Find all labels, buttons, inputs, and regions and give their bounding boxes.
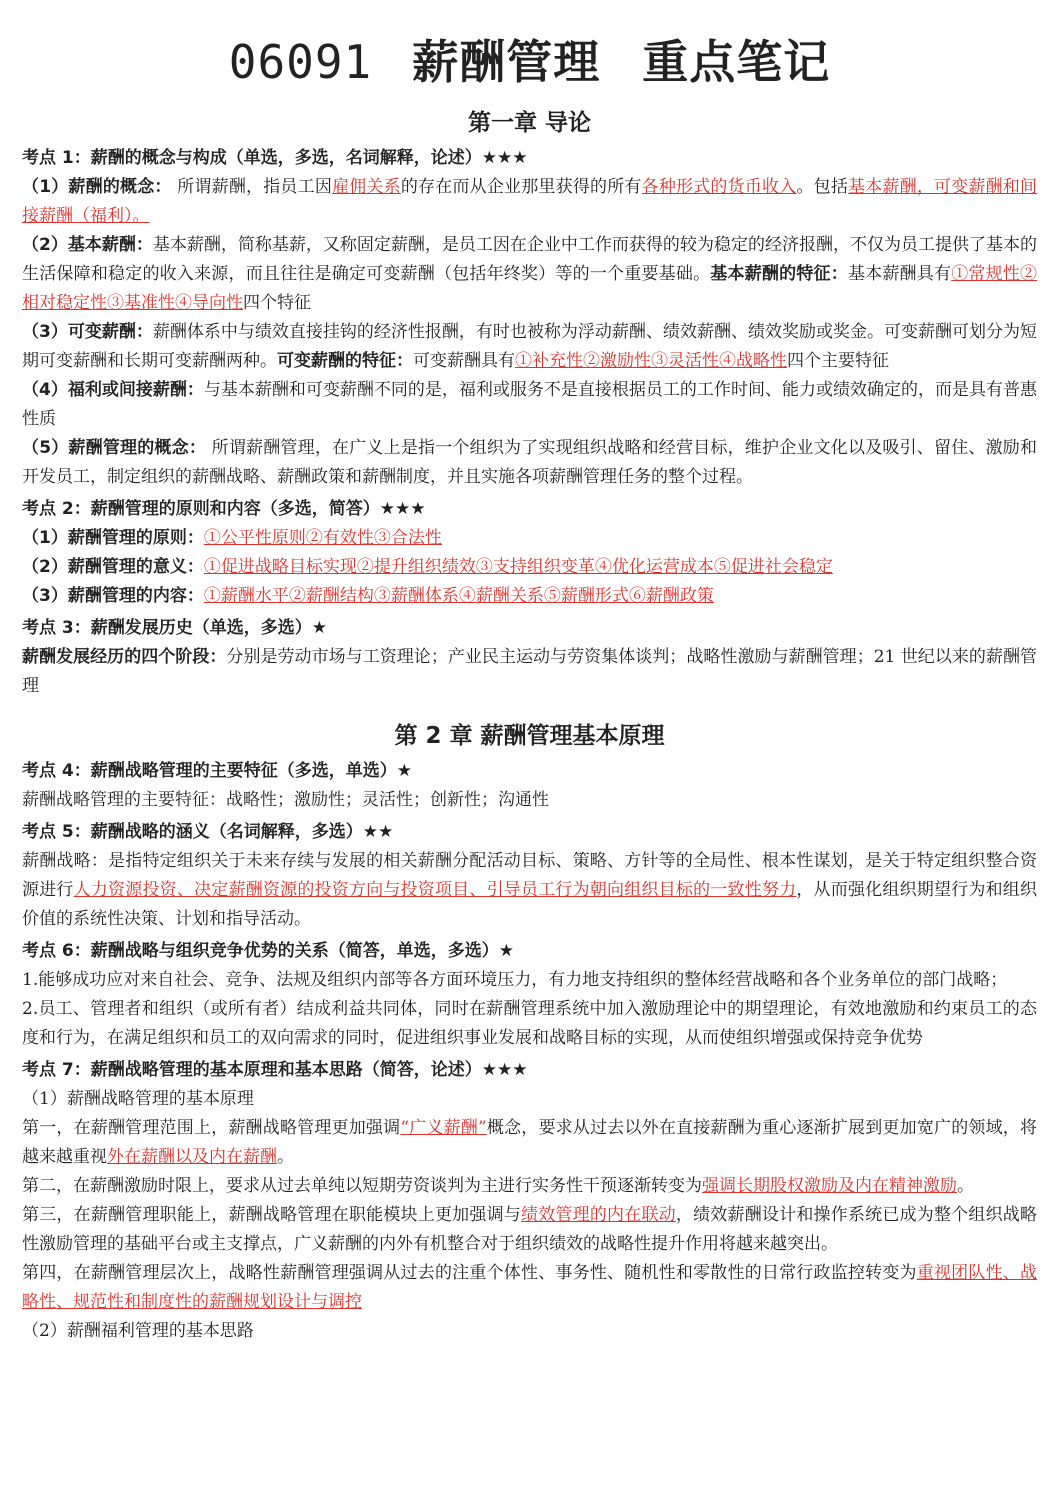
key-point-5: 考点 5：薪酬战略的涵义（名词解释，多选）★★ <box>22 822 394 842</box>
document-title <box>22 0 1037 92</box>
course-title: 薪酬管理 <box>412 35 601 89</box>
chapter-2-heading: 第 2 章 薪酬管理基本原理 <box>394 723 665 749</box>
title-suffix: 重点笔记 <box>642 35 831 89</box>
key-point-2: 考点 2：薪酬管理的原则和内容（多选，简答）★★★ <box>22 499 426 519</box>
paragraph: （4）福利或间接薪酬：与基本薪酬和可变薪酬不同的是，福利或服务不是直接根据员工的工作时间、能力或绩效确定的，而是具有普惠性质 <box>22 380 1037 429</box>
paragraph: （3）薪酬管理的内容：①薪酬水平②薪酬结构③薪酬体系④薪酬关系⑤薪酬形式⑥薪酬政策 <box>22 586 714 606</box>
paragraph: （1）薪酬的概念： 所谓薪酬，指员工因雇佣关系的存在而从企业那里获得的所有各种形式的货币收入。包括基本薪酬，可变薪酬和间接薪酬（福利）。 <box>22 177 1038 226</box>
key-point-3: 考点 3：薪酬发展历史（单选，多选）★ <box>22 618 327 638</box>
paragraph: 2.员工、管理者和组织（或所有者）结成利益共同体，同时在薪酬管理系统中加入激励理论中的期望理论，有效地激励和约束员工的态度和行为，在满足组织和员工的双向需求的同时，促进组织事业发展和战略目标的实现，从而使组织增强或保持竞争优势 <box>22 999 1037 1048</box>
paragraph: 1.能够成功应对来自社会、竞争、法规及组织内部等各方面环境压力，有力地支持组织的整体经营战略和各个业务单位的部门战略； <box>22 970 1008 990</box>
paragraph: （1）薪酬战略管理的基本原理 <box>22 1089 254 1109</box>
paragraph: 第二，在薪酬激励时限上，要求从过去单纯以短期劳资谈判为主进行实务性干预逐渐转变为强调长期股权激励及内在精神激励。 <box>22 1176 974 1196</box>
key-point-1: 考点 1：薪酬的概念与构成（单选，多选，名词解释，论述）★★★ <box>22 148 528 168</box>
paragraph: 薪酬发展经历的四个阶段：分别是劳动市场与工资理论；产业民主运动与劳资集体谈判；战略性激励与薪酬管理；21 世纪以来的薪酬管理 <box>22 647 1037 696</box>
key-point-4: 考点 4：薪酬战略管理的主要特征（多选，单选）★ <box>22 761 412 781</box>
paragraph: （2）基本薪酬：基本薪酬，简称基薪，又称固定薪酬，是员工因在企业中工作而获得的较为稳定的经济报酬，不仅为员工提供了基本的生活保障和稳定的收入来源，而且往往是确定可变薪酬（包括年终奖）等的一个重要基础。基本薪酬的特征：基本薪酬具有①常规性②相对稳定性③基准性④导向性四个特征 <box>22 235 1038 313</box>
paragraph: （5）薪酬管理的概念： 所谓薪酬管理，在广义上是指一个组织为了实现组织战略和经营目标，维护企业文化以及吸引、留住、激励和开发员工，制定组织的薪酬战略、薪酬政策和薪酬制度，并且实施各项薪酬管理任务的整个过程。 <box>22 438 1037 487</box>
course-code: 06091 <box>228 35 373 89</box>
key-point-6: 考点 6：薪酬战略与组织竞争优势的关系（简答，单选，多选）★ <box>22 941 514 961</box>
paragraph: 第三，在薪酬管理职能上，薪酬战略管理在职能模块上更加强调与绩效管理的内在联动，绩效薪酬设计和操作系统已成为整个组织战略性激励管理的基础平台或主支撑点，广义薪酬的内外有机整合对于组织绩效的战略性提升作用将越来越突出。 <box>22 1205 1038 1254</box>
paragraph: 第四，在薪酬管理层次上，战略性薪酬管理强调从过去的注重个体性、事务性、随机性和零散性的日常行政监控转变为重视团队性、战略性、规范性和制度性的薪酬规划设计与调控 <box>22 1263 1038 1312</box>
paragraph: （3）可变薪酬：薪酬体系中与绩效直接挂钩的经济性报酬，有时也被称为浮动薪酬、绩效薪酬、绩效奖励或奖金。可变薪酬可划分为短期可变薪酬和长期可变薪酬两种。可变薪酬的特征：可变薪酬具有①补充性②激励性③灵活性④战略性四个主要特征 <box>22 322 1037 371</box>
key-point-7: 考点 7：薪酬战略管理的基本原理和基本思路（简答，论述）★★★ <box>22 1060 528 1080</box>
paragraph: （2）薪酬管理的意义：①促进战略目标实现②提升组织绩效③支持组织变革④优化运营成本⑤促进社会稳定 <box>22 557 833 577</box>
paragraph: 薪酬战略管理的主要特征：战略性；激励性；灵活性；创新性；沟通性 <box>22 790 549 810</box>
paragraph: （1）薪酬管理的原则：①公平性原则②有效性③合法性 <box>22 528 442 548</box>
paragraph: 薪酬战略：是指特定组织关于未来存续与发展的相关薪酬分配活动目标、策略、方针等的全局性、根本性谋划，是关于特定组织整合资源进行人力资源投资、决定薪酬资源的投资方向与投资项目、引导员工行为朝向组织目标的一致性努力，从而强化组织期望行为和组织价值的系统性决策、计划和指导活动。 <box>22 851 1038 929</box>
paragraph: （2）薪酬福利管理的基本思路 <box>22 1321 254 1341</box>
paragraph: 第一，在薪酬管理范围上，薪酬战略管理更加强调“广义薪酬”概念，要求从过去以外在直接薪酬为重心逐渐扩展到更加宽广的领域，将越来越重视外在薪酬以及内在薪酬。 <box>22 1118 1037 1167</box>
chapter-1-heading: 第一章 导论 <box>467 110 591 136</box>
